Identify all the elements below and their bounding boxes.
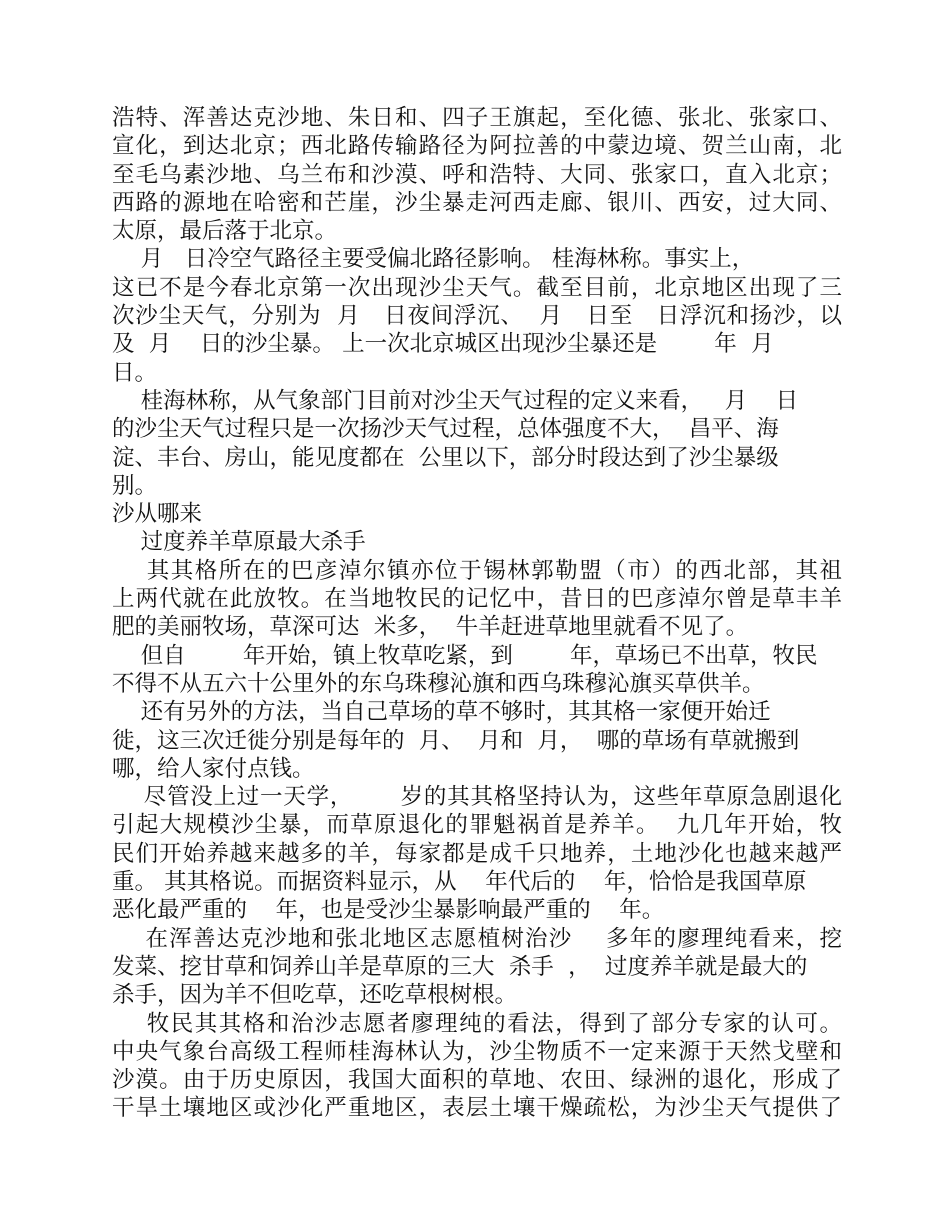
text-line: 及 月 日的沙尘暴。 上一次北京城区出现沙尘暴还是 年 月 xyxy=(112,331,774,358)
text-line: 但自 年开始，镇上牧草吃紧，到 年，草场已不出草，牧民 xyxy=(112,642,818,669)
text-line: 宣化，到达北京；西北路传输路径为阿拉善的中蒙边境、贺兰山南，北 xyxy=(112,133,842,160)
text-line: 浩特、浑善达克沙地、朱日和、四子王旗起，至化德、张北、张家口、 xyxy=(112,105,842,131)
section-heading: 沙从哪来 xyxy=(112,501,203,528)
subsection-heading: 过度养羊草原最大杀手 xyxy=(112,529,366,556)
text-line: 桂海林称，从气象部门目前对沙尘天气过程的定义来看， 月 日 xyxy=(112,387,799,414)
text-line: 的沙尘天气过程只是一次扬沙天气过程，总体强度不大， 昌平、海 xyxy=(112,416,779,443)
text-line: 重。 其其格说。而据资料显示，从 年代后的 年，恰恰是我国草原 xyxy=(112,869,807,896)
text-line: 至毛乌素沙地、乌兰布和沙漠、呼和浩特、大同、张家口，直入北京； xyxy=(112,161,842,188)
text-line: 沙漠。由于历史原因，我国大面积的草地、农田、绿洲的退化，形成了 xyxy=(112,1067,842,1094)
text-line: 西路的源地在哈密和芒崖，沙尘暴走河西走廊、银川、西安，过大同、 xyxy=(112,189,842,216)
text-line: 上两代就在此放牧。在当地牧民的记忆中，昔日的巴彦淖尔曾是草丰羊 xyxy=(112,586,842,613)
text-line: 引起大规模沙尘暴，而草原退化的罪魁祸首是养羊。 九几年开始，牧 xyxy=(112,812,842,839)
text-line: 不得不从五六十公里外的东乌珠穆沁旗和西乌珠穆沁旗买草供羊。 xyxy=(112,670,765,697)
text-line: 还有另外的方法，当自己草场的草不够时，其其格一家便开始迁 xyxy=(112,699,771,726)
text-line: 徙，这三次迁徙分别是每年的 月、 月和 月， 哪的草场有草就搬到 xyxy=(112,727,800,754)
text-line: 哪，给人家付点钱。 xyxy=(112,755,315,782)
document-body xyxy=(112,104,842,1123)
text-line: 日。 xyxy=(112,359,158,386)
text-line: 在浑善达克沙地和张北地区志愿植树治沙 多年的廖理纯看来，挖 xyxy=(112,925,842,952)
text-line: 杀手，因为羊不但吃草，还吃草根树根。 xyxy=(112,982,518,1009)
text-line: 别。 xyxy=(112,472,158,499)
text-line: 牧民其其格和治沙志愿者廖理纯的看法，得到了部分专家的认可。 xyxy=(112,1010,842,1037)
text-line: 肥的美丽牧场，草深可达 米多， 牛羊赶进草地里就看不见了。 xyxy=(112,614,749,641)
text-line: 淀、丰台、房山，能见度都在 公里以下，部分时段达到了沙尘暴级 xyxy=(112,444,779,471)
text-line: 尽管没上过一天学， 岁的其其格坚持认为，这些年草原急剧退化 xyxy=(112,784,842,811)
text-line: 发菜、挖甘草和饲养山羊是草原的三大 杀手 ， 过度养羊就是最大的 xyxy=(112,953,808,980)
text-line: 太原，最后落于北京。 xyxy=(112,218,338,245)
text-line: 其其格所在的巴彦淖尔镇亦位于锡林郭勒盟（市）的西北部，其祖 xyxy=(112,557,842,584)
text-line: 这已不是今春北京第一次出现沙尘天气。截至目前，北京地区出现了三 xyxy=(112,274,842,301)
text-line: 月 日冷空气路径主要受偏北路径影响。 桂海林称。事实上， xyxy=(112,246,755,273)
text-line: 恶化最严重的 年，也是受沙尘暴影响最严重的 年。 xyxy=(112,897,665,924)
text-line: 中央气象台高级工程师桂海林认为，沙尘物质不一定来源于天然戈壁和 xyxy=(112,1038,842,1065)
text-line: 次沙尘天气，分别为 月 日夜间浮沉、 月 日至 日浮沉和扬沙，以 xyxy=(112,303,842,330)
text-line: 干旱土壤地区或沙化严重地区，表层土壤干燥疏松，为沙尘天气提供了 xyxy=(112,1095,842,1122)
text-line: 民们开始养越来越多的羊，每家都是成千只地养，土地沙化也越来越严 xyxy=(112,840,842,867)
